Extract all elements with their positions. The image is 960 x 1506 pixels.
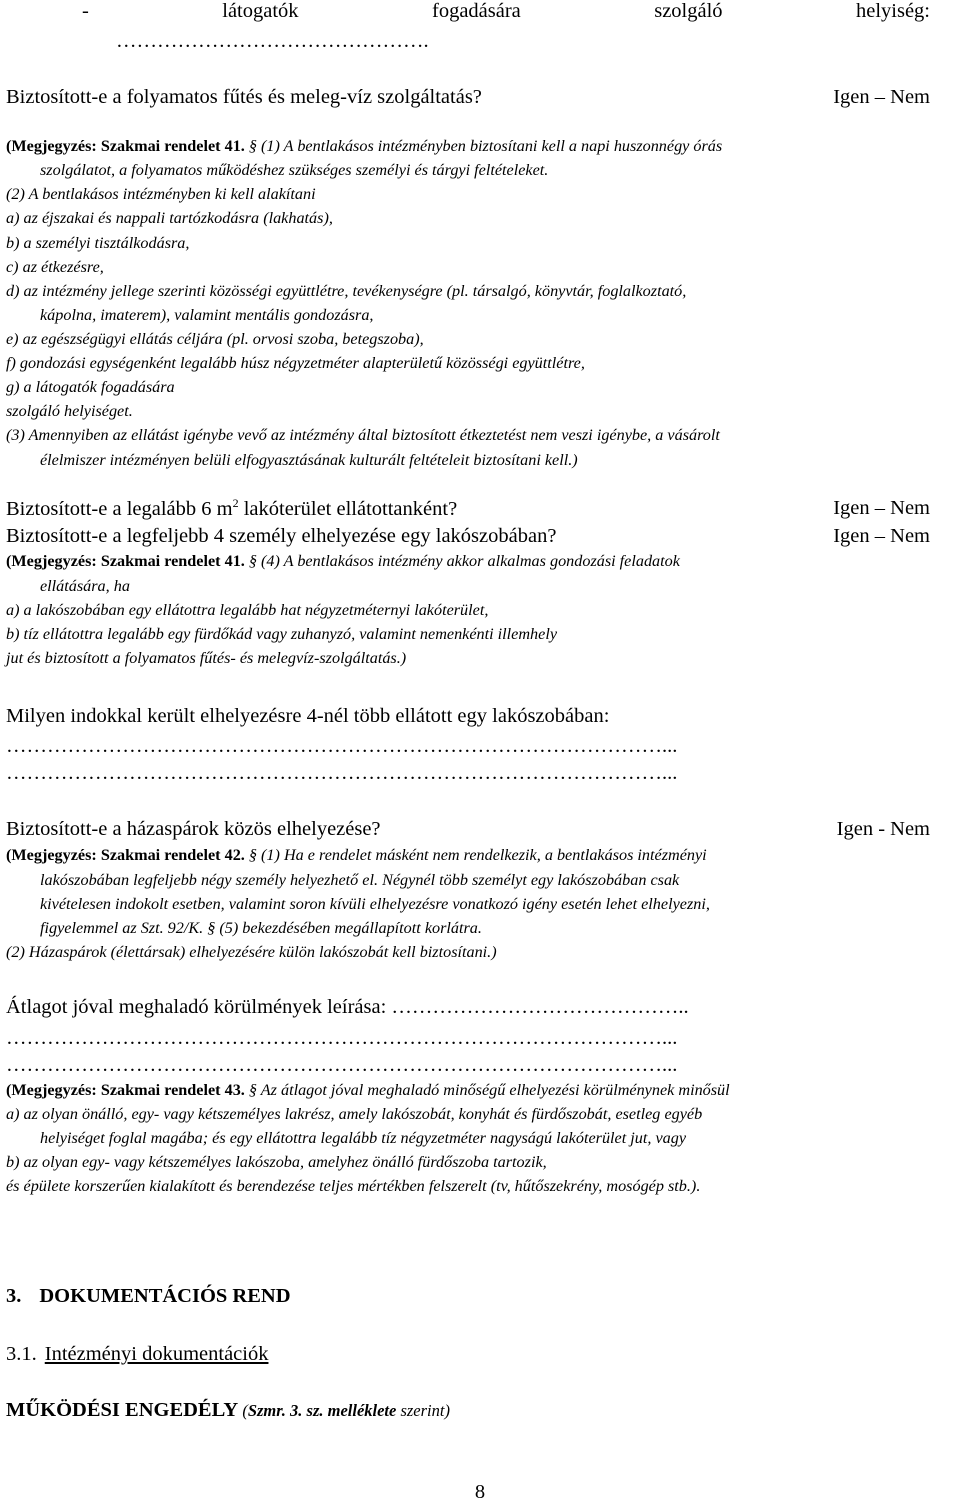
note-line: a) a lakószobában egy ellátottra legalább hat négyzetméternyi lakóterület, <box>6 601 489 619</box>
note-line: figyelemmel az Szt. 92/K. § (5) bekezdésében megállapított korlátra. <box>40 919 482 937</box>
note-line: a) az éjszakai és nappali tartózkodásra (lakhatás), <box>6 209 333 227</box>
note-line: g) a látogatók fogadására <box>6 378 175 396</box>
note-ref: (Megjegyzés: Szakmai rendelet 41. <box>6 552 249 570</box>
section-heading <box>6 1285 930 1309</box>
word: látogatók <box>222 0 299 22</box>
note-42 <box>6 846 930 865</box>
permit-title: MŰKÖDÉSI ENGEDÉLY <box>6 1399 239 1421</box>
note-41-4 <box>6 552 930 571</box>
question-text: Biztosított-e a legalább 6 $m^2$ lakóterület ellátottanként? <box>6 496 458 520</box>
answer-igen-nem[interactable]: Igen – Nem <box>833 525 930 547</box>
answer-dots[interactable]: ……………………………………………………………………………………... <box>6 735 678 757</box>
note-text: § Az átlagot jóval meghaladó minőségű elhelyezési körülménynek minősül <box>248 1081 730 1099</box>
word: helyiség: <box>855 0 930 22</box>
note-text: § (1) A bentlakásos intézményben biztosítani kell a napi huszonnégy órás <box>248 137 723 155</box>
note-line: (3) Amennyiben az ellátást igénybe vevő az intézmény által biztosított étkeztetést nem veszi igénybe, a vásárolt <box>6 426 720 444</box>
note-line: kápolna, imaterem), valamint mentális gondozásra, <box>40 306 374 324</box>
operating-permit-heading: MŰKÖDÉSI ENGEDÉLY (Szmr. 3. sz. melléklete szerint) <box>6 1399 450 1421</box>
note-line: c) az étkezésre, <box>6 258 104 276</box>
note-line: b) az olyan egy- vagy kétszemélyes lakószoba, amelyhez önálló fürdőszoba tartozik, <box>6 1153 547 1171</box>
answer-igen-nem[interactable]: Igen - Nem <box>836 818 930 840</box>
note-line: b) a személyi tisztálkodásra, <box>6 234 190 252</box>
note-text: § (4) A bentlakásos intézmény akkor alkalmas gondozási feladatok <box>248 552 680 570</box>
answer-igen-nem[interactable]: Igen – Nem <box>833 86 930 108</box>
visitors-room-line <box>6 0 930 24</box>
subsection-number: 3.1. <box>6 1343 37 1365</box>
question-reasons: Milyen indokkal került elhelyezésre 4-nél több ellátott egy lakószobában: <box>6 705 610 727</box>
answer-dots[interactable]: ……………………………………………………………………………………... <box>6 1054 678 1076</box>
note-line: b) tíz ellátottra legalább egy fürdőkád vagy zuhanyzó, valamint nemenkénti illemhely <box>6 625 557 643</box>
question-area <box>6 497 930 521</box>
note-line: ellátására, ha <box>40 577 130 595</box>
note-line: a) az olyan önálló, egy- vagy kétszemélyes lakrész, amely lakószobát, konyhát és fürdőszobát, esetleg egyéb <box>6 1105 703 1123</box>
note-ref: (Megjegyzés: Szakmai rendelet 41. <box>6 137 249 155</box>
note-line: szolgáló helyiséget. <box>6 402 133 420</box>
note-line: szolgálatot, a folyamatos működéshez szükséges személyi és tárgyi feltételeket. <box>40 161 549 179</box>
answer-dots[interactable]: ……………………………………………………………………………………... <box>6 1027 678 1049</box>
word: fogadására <box>432 0 521 22</box>
note-line: és épülete korszerűen kialakított és berendezése teljes mértékben felszerelt (tv, hűtőszekrény, mosógép stb.). <box>6 1177 701 1195</box>
note-line: d) az intézmény jellege szerinti közösségi együttlétre, tevékenységre (pl. társalgó, könyvtár, foglalkoztató, <box>6 282 687 300</box>
dash: - <box>82 0 89 22</box>
note-line: jut és biztosított a folyamatos fűtés- és melegvíz-szolgáltatás.) <box>6 649 407 667</box>
note-line: (2) Házaspárok (élettársak) elhelyezésére külön lakószobát kell biztosítani.) <box>6 943 497 961</box>
note-line: kivételesen indokolt esetben, valamint soron kívüli elhelyezésre vonatkozó igény esetén lehet elhelyezni, <box>40 895 710 913</box>
note-line: lakószobában legfeljebb négy személy helyezhető el. Négynél több személyt egy lakószobában csak <box>40 871 680 889</box>
question-text: Biztosított-e a legfeljebb 4 személy elhelyezése egy lakószobában? <box>6 525 557 547</box>
question-text: Átlagot jóval meghaladó körülmények leírása: <box>6 996 392 1018</box>
note-line: f) gondozási egységenként legalább húsz négyzetméter alapterületű közösségi együttlétre, <box>6 354 585 372</box>
note-ref: (Megjegyzés: Szakmai rendelet 43. <box>6 1081 249 1099</box>
note-43 <box>6 1081 930 1100</box>
section-title: DOKUMENTÁCIÓS REND <box>39 1285 291 1307</box>
section-number: 3. <box>6 1285 22 1307</box>
question-text: Biztosított-e a folyamatos fűtés és meleg-víz szolgáltatás? <box>6 86 482 108</box>
subsection-heading <box>6 1343 930 1367</box>
question-heating <box>6 86 930 110</box>
visitors-room-dots: ………………………………………. <box>116 30 429 52</box>
subsection-title: Intézményi dokumentációk <box>44 1343 269 1365</box>
question-couples <box>6 818 930 842</box>
question-above-average <box>6 996 930 1020</box>
answer-dots[interactable]: …………………………………….. <box>391 996 689 1018</box>
note-line: e) az egészségügyi ellátás céljára (pl. orvosi szoba, betegszoba), <box>6 330 424 348</box>
question-persons <box>6 525 930 549</box>
note-line: (2) A bentlakásos intézményben ki kell alakítani <box>6 185 316 203</box>
page-number: 8 <box>474 1481 486 1503</box>
note-text: § (1) Ha e rendelet másként nem rendelkezik, a bentlakásos intézményi <box>248 846 707 864</box>
answer-igen-nem[interactable]: Igen – Nem <box>833 497 930 519</box>
answer-dots[interactable]: ……………………………………………………………………………………... <box>6 762 678 784</box>
word: szolgáló <box>654 0 723 22</box>
note-41-1 <box>6 137 930 156</box>
note-line: helyiséget foglal magába; és egy ellátottra legalább tíz négyzetméter nagyságú lakóterület jut, vagy <box>40 1129 687 1147</box>
note-ref: (Megjegyzés: Szakmai rendelet 42. <box>6 846 249 864</box>
permit-reference: Szmr. 3. sz. melléklete <box>247 1401 397 1420</box>
question-text: Biztosított-e a házaspárok közös elhelyezése? <box>6 818 381 840</box>
note-line: élelmiszer intézményen belüli elfogyasztásának kulturált feltételeit biztosítani kell.) <box>40 451 578 469</box>
